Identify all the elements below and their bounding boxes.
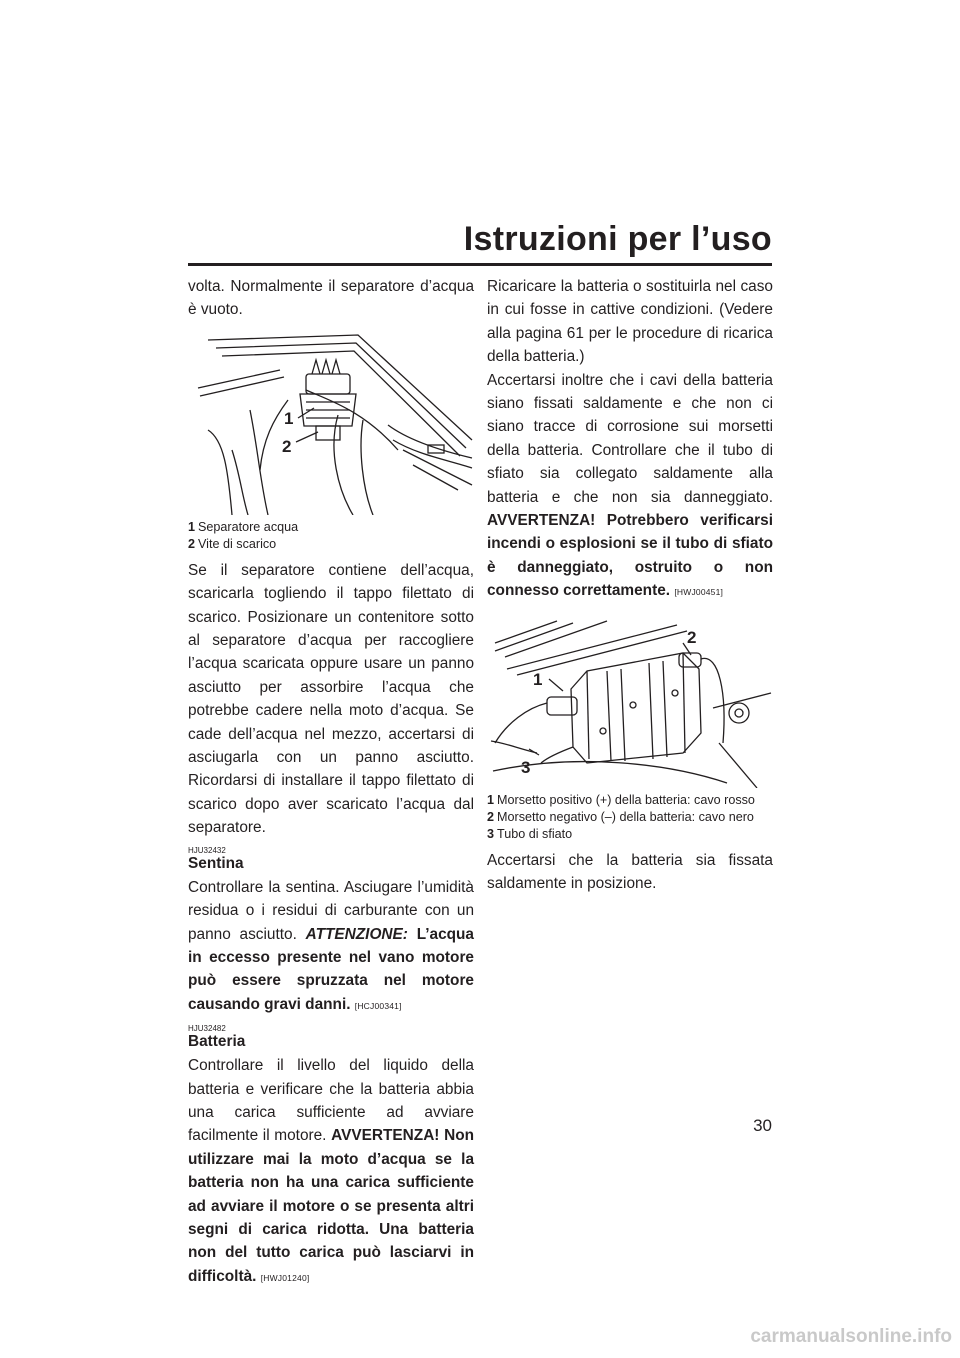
warning-text: AVVERTENZA! Potrebbero verificarsi incendi o esplosioni se il tubo di sfiato è danneggiato, ostruito o non connesso correttamente.	[487, 512, 773, 600]
caution-label-text: ATTENZIONE:	[305, 925, 408, 943]
left-column	[188, 275, 474, 1290]
figure1-captions	[188, 519, 474, 553]
caption-row	[188, 536, 474, 553]
callout-1: 1	[533, 669, 543, 689]
caption-number: 1	[188, 519, 196, 534]
warning-text: AVVERTENZA! Non utilizzare mai la moto d’acqua se la batteria non ha una carica sufficiente ad avviare il motore o se presenta altri segni di carica ridotta. Una batteria non del tutto carica può lasciarvi in difficoltà.	[188, 1127, 474, 1285]
caption-row	[487, 809, 773, 826]
caption-text: Morsetto positivo (+) della batteria: cavo rosso	[497, 792, 755, 807]
caption-number: 2	[188, 536, 196, 551]
caption-text: Separatore acqua	[198, 519, 299, 534]
callout-2: 2	[687, 627, 697, 647]
battery-illustration	[487, 613, 773, 788]
caption-row	[487, 826, 773, 843]
caution-label	[306, 926, 408, 943]
caption-number: 2	[487, 809, 495, 824]
cables-text: Accertarsi inoltre che i cavi della batteria siano fissati saldamente e che non ci siano tracce di corrosione sui morsetti della batteria. Controllare che il tubo di sfiato sia collegato saldamente alla batteria e che non sia danneggiato.	[487, 371, 773, 506]
caption-text: Morsetto negativo (–) della batteria: cavo nero	[497, 809, 754, 824]
section-title-sentina: Sentina	[188, 854, 244, 872]
callout-2: 2	[282, 436, 292, 456]
section-code: HJU32432	[188, 845, 226, 855]
warning-code: [HWJ01240]	[260, 1272, 310, 1283]
caption-text: Vite di scarico	[198, 536, 277, 551]
caption-number: 3	[487, 826, 495, 841]
cables-paragraph	[487, 369, 773, 605]
header-rule	[188, 263, 772, 266]
caption-row	[487, 792, 773, 809]
water-separator-figure	[188, 330, 474, 553]
caption-row	[188, 519, 474, 536]
caution-text: L’acqua in eccesso presente nel vano motore può essere spruzzata nel motore causando gravi danni.	[188, 925, 474, 1013]
page-number: 30	[753, 1116, 772, 1135]
caution-code: [HCJ00341]	[354, 1000, 402, 1011]
caption-text: Tubo di sfiato	[497, 826, 573, 841]
watermark: carmanualsonline.info	[750, 1326, 952, 1347]
section-code: HJU32482	[188, 1024, 226, 1034]
battery-fixed-paragraph: Accertarsi che la batteria sia fissata saldamente in posizione.	[487, 851, 773, 893]
page-header-title: Istruzioni per l’uso	[463, 220, 772, 258]
sentina-text: Controllare la sentina. Asciugare l’umidità residua o i residui di carburante con un panno asciutto.	[188, 878, 474, 943]
caption-number: 1	[487, 792, 495, 807]
drain-instructions-paragraph: Se il separatore contiene dell’acqua, scaricarla togliendo il tappo filettato di scarico. Posizionare un contenitore sotto al separatore d’acqua per raccogliere l’acqua scaricata oppure usare un panno asciutto per assorbire l’acqua che potrebbe cadere nella moto d’acqua. Se cade dell’acqua nel mezzo, accertarsi di asciugarla con un panno asciutto. Ricordarsi di installare il tappo filettato di scarico dopo aver scaricato l’acqua dal separatore.	[188, 561, 474, 837]
battery-figure	[487, 613, 773, 843]
sentina-paragraph	[188, 876, 474, 1018]
warning-code: [HWJ00451]	[674, 587, 724, 598]
right-column	[487, 275, 773, 896]
callout-3: 3	[521, 757, 531, 777]
batteria-paragraph	[188, 1054, 474, 1290]
recharge-paragraph: Ricaricare la batteria o sostituirla nel caso in cui fosse in cattive condizioni. (Vedere alla pagina 61 per le procedure di ricarica della batteria.)	[487, 278, 773, 366]
section-title-batteria: Batteria	[188, 1033, 246, 1051]
water-separator-illustration	[188, 330, 474, 515]
callout-1: 1	[284, 408, 294, 428]
intro-paragraph: volta. Normalmente il separatore d’acqua è vuoto.	[188, 278, 474, 319]
figure2-captions	[487, 792, 773, 843]
batteria-text: Controllare il livello del liquido della batteria e verificare che la batteria abbia una carica sufficiente ad avviare facilmente il motore.	[188, 1057, 474, 1145]
